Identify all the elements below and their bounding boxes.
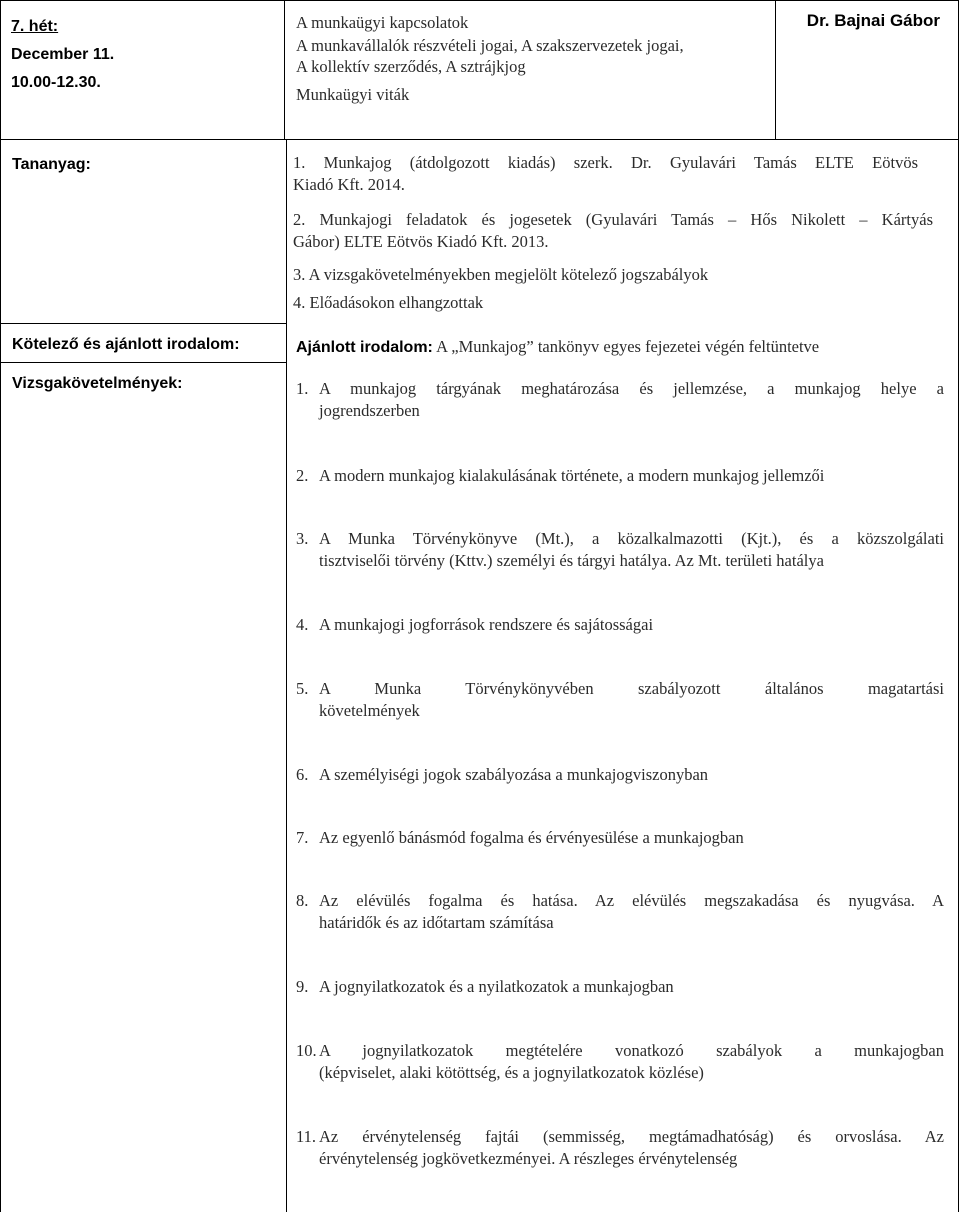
vizsga-item bbox=[296, 678, 944, 722]
vizsga-number: 9. bbox=[296, 977, 309, 996]
vizsga-line: követelmények bbox=[319, 701, 420, 720]
tananyag-line: Kiadó Kft. 2014. bbox=[293, 175, 405, 194]
vizsga-text: Az érvénytelenség fajtái (semmisség, megtámadhatóság) és orvoslása. Az bbox=[319, 1127, 944, 1146]
topic-line: Munkaügyi viták bbox=[296, 85, 410, 104]
tananyag-item bbox=[293, 152, 918, 196]
vizsga-item bbox=[296, 976, 944, 998]
vizsga-line bbox=[296, 976, 944, 998]
ajanlott-label: Ajánlott irodalom: bbox=[296, 339, 433, 356]
vizsga-number: 11. bbox=[296, 1127, 317, 1146]
vizsga-item bbox=[296, 764, 944, 786]
vizsga-text: A jognyilatkozatok és a nyilatkozatok a munkajogban bbox=[319, 977, 674, 996]
label-irodalom: Kötelező és ajánlott irodalom: bbox=[12, 336, 240, 353]
vizsga-line bbox=[296, 1040, 944, 1062]
vizsga-number: 8. bbox=[296, 891, 309, 910]
vizsga-text: A modern munkajog kialakulásának története, a modern munkajog jellemzői bbox=[319, 466, 825, 485]
topic-line: A munkaügyi kapcsolatok bbox=[296, 13, 469, 32]
ajanlott-text: A „Munkajog” tankönyv egyes fejezetei végén feltüntetve bbox=[436, 337, 820, 356]
tananyag-item bbox=[293, 209, 933, 253]
column-divider bbox=[286, 140, 287, 1212]
vizsga-line bbox=[296, 378, 944, 400]
vizsga-item bbox=[296, 378, 944, 422]
week-info bbox=[11, 13, 114, 97]
lecturer-name: Dr. Bajnai Gábor bbox=[806, 11, 940, 30]
tananyag-line: Gábor) ELTE Eötvös Kiadó Kft. 2013. bbox=[293, 232, 549, 251]
tananyag-line: 1. Munkajog (átdolgozott kiadás) szerk. Dr. Gyulavári Tamás ELTE Eötvös bbox=[293, 153, 918, 172]
vizsga-item bbox=[296, 1126, 944, 1170]
vizsga-text: A munkajogi jogforrások rendszere és sajátosságai bbox=[319, 615, 654, 634]
vizsga-item bbox=[296, 1040, 944, 1084]
vizsga-number: 10. bbox=[296, 1041, 317, 1060]
row-divider bbox=[1, 323, 286, 324]
column-divider bbox=[284, 1, 285, 139]
vizsga-number: 7. bbox=[296, 828, 309, 847]
vizsga-line: jogrendszerben bbox=[319, 401, 420, 420]
week-time: 10.00-12.30. bbox=[11, 74, 101, 91]
vizsga-text: Az elévülés fogalma és hatása. Az elévülés megszakadása és nyugvása. A bbox=[319, 891, 944, 910]
vizsga-number: 6. bbox=[296, 765, 309, 784]
label-tananyag: Tananyag: bbox=[12, 156, 91, 173]
column-divider bbox=[775, 1, 776, 139]
vizsga-item bbox=[296, 614, 944, 636]
vizsga-line bbox=[296, 1126, 944, 1148]
vizsga-item bbox=[296, 528, 944, 572]
vizsga-line bbox=[296, 528, 944, 550]
vizsga-item bbox=[296, 465, 944, 487]
week-date: December 11. bbox=[11, 46, 115, 63]
tananyag-item: 4. Előadásokon elhangzottak bbox=[293, 293, 484, 312]
vizsga-number: 3. bbox=[296, 529, 309, 548]
vizsga-line: érvénytelenség jogkövetkezményei. A részleges érvénytelenség bbox=[319, 1149, 738, 1168]
vizsga-text: A Munka Törvénykönyve (Mt.), a közalkalmazotti (Kjt.), és a közszolgálati bbox=[319, 529, 944, 548]
vizsga-number: 4. bbox=[296, 615, 309, 634]
week-label: 7. hét: bbox=[11, 18, 59, 35]
header-table bbox=[0, 0, 959, 140]
vizsga-number: 1. bbox=[296, 379, 309, 398]
vizsga-item bbox=[296, 827, 944, 849]
topic-line: A kollektív szerződés, A sztrájkjog bbox=[296, 57, 526, 76]
vizsga-text: A személyiségi jogok szabályozása a munkajogviszonyban bbox=[319, 765, 709, 784]
vizsga-line bbox=[296, 890, 944, 912]
vizsga-text: A Munka Törvénykönyvében szabályozott általános magatartási bbox=[319, 679, 944, 698]
ajanlott-irodalom bbox=[296, 336, 819, 359]
vizsga-number: 5. bbox=[296, 679, 309, 698]
vizsga-line bbox=[296, 678, 944, 700]
row-divider bbox=[1, 362, 286, 363]
vizsga-line: határidők és az időtartam számítása bbox=[319, 913, 554, 932]
vizsga-number: 2. bbox=[296, 466, 309, 485]
vizsga-text: A munkajog tárgyának meghatározása és jellemzése, a munkajog helye a bbox=[319, 379, 944, 398]
vizsga-text: A jognyilatkozatok megtételére vonatkozó szabályok a munkajogban bbox=[319, 1041, 944, 1060]
vizsga-line bbox=[296, 614, 944, 636]
tananyag-item: 3. A vizsgakövetelményekben megjelölt kötelező jogszabályok bbox=[293, 265, 709, 284]
vizsga-line: tisztviselői törvény (Kttv.) személyi és tárgyi hatálya. Az Mt. területi hatálya bbox=[319, 551, 824, 570]
vizsga-line bbox=[296, 764, 944, 786]
topic-list bbox=[296, 10, 756, 112]
vizsga-line bbox=[296, 827, 944, 849]
vizsga-line bbox=[296, 465, 944, 487]
label-vizsga: Vizsgakövetelmények: bbox=[12, 375, 183, 392]
vizsga-line: (képviselet, alaki kötöttség, és a jognyilatkozatok közlése) bbox=[319, 1063, 704, 1082]
vizsga-item bbox=[296, 890, 944, 934]
tananyag-line: 2. Munkajogi feladatok és jogesetek (Gyulavári Tamás – Hős Nikolett – Kártyás bbox=[293, 210, 933, 229]
vizsga-text: Az egyenlő bánásmód fogalma és érvényesülése a munkajogban bbox=[319, 828, 744, 847]
topic-line: A munkavállalók részvételi jogai, A szakszervezetek jogai, bbox=[296, 36, 684, 55]
